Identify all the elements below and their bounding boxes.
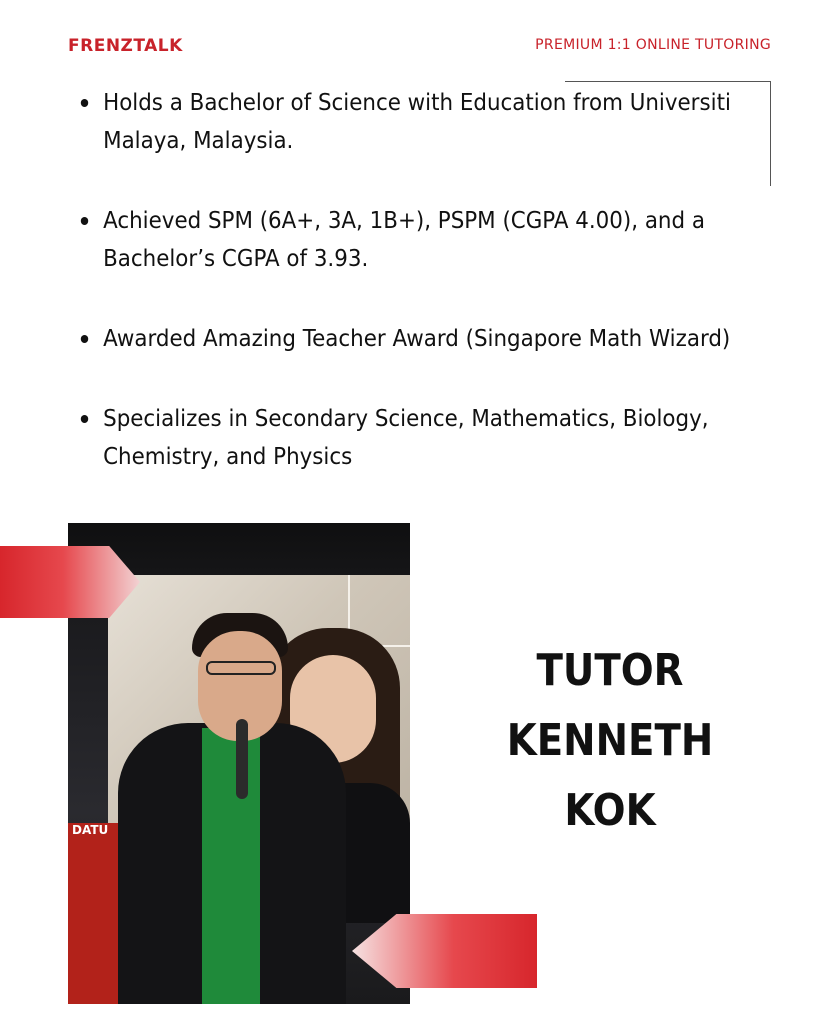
- list-item-text: Achieved SPM (6A+, 3A, 1B+), PSPM (CGPA 4.00), and a Bachelor’s CGPA of 3.93.: [103, 208, 705, 272]
- tutor-name-line: TUTOR: [536, 645, 684, 696]
- stage-banner-text: DATU: [72, 823, 109, 837]
- list-item: [78, 400, 769, 476]
- tagline: PREMIUM 1:1 ONLINE TUTORING: [535, 37, 771, 53]
- decorative-frame-line: [565, 81, 771, 82]
- tutor-name-line: KOK: [564, 785, 656, 836]
- list-item-text: Awarded Amazing Teacher Award (Singapore Math Wizard): [103, 326, 731, 352]
- tutor-name-heading: [478, 636, 742, 846]
- tutor-name-line: KENNETH: [506, 715, 714, 766]
- list-item-text: Holds a Bachelor of Science with Education from Universiti Malaya, Malaysia.: [103, 90, 731, 154]
- qualifications-list: [78, 84, 758, 518]
- brand-logo-text: FRENZTALK: [68, 36, 183, 56]
- list-item: [78, 84, 769, 160]
- tutor-shirt: [202, 728, 260, 1004]
- list-item: [78, 320, 769, 358]
- microphone-icon: [236, 719, 248, 799]
- bullet-icon: [81, 217, 88, 225]
- bullet-icon: [81, 415, 88, 423]
- decorative-frame-line: [770, 81, 771, 186]
- list-item: [78, 202, 769, 278]
- list-item-text: Specializes in Secondary Science, Mathematics, Biology, Chemistry, and Physics: [103, 406, 709, 470]
- bullet-icon: [81, 99, 88, 107]
- bullet-icon: [81, 335, 88, 343]
- glasses-icon: [206, 661, 276, 675]
